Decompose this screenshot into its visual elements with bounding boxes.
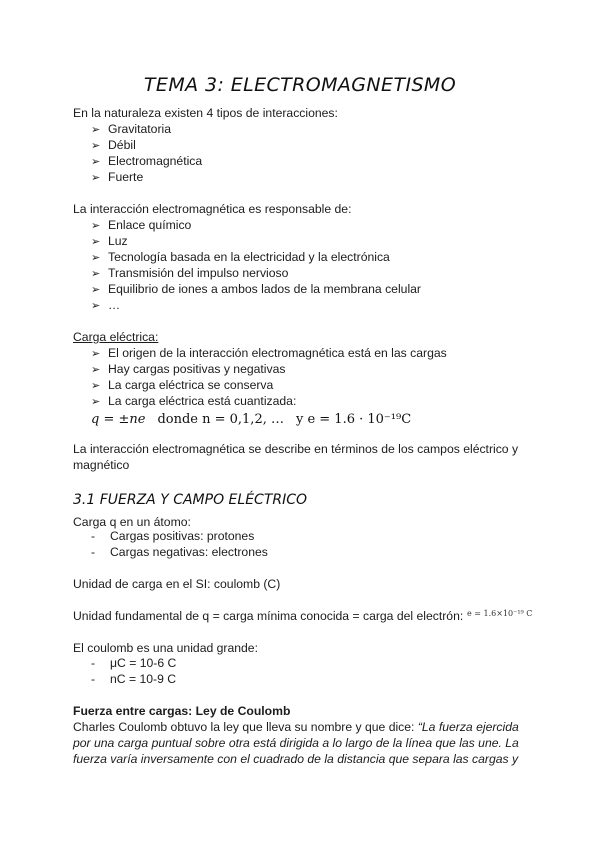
atom-intro: Carga q en un átomo: [73, 515, 191, 529]
arrow-bullet-icon: ➢ [91, 395, 101, 408]
coulomb-big-text: El coulomb es una unidad grande: [73, 641, 258, 655]
list-item: - nC = 10-9 C [91, 672, 177, 686]
coulomb-text: Charles Coulomb obtuvo la ley que lleva su nombre y que dice: “La fuerza ejercida [73, 720, 519, 734]
coulomb-text: por una carga puntual sobre otra está dirigida a lo largo de la línea que las une. La [73, 736, 519, 750]
arrow-bullet-icon: ➢ [91, 363, 101, 376]
dash-bullet-icon: - [91, 656, 96, 670]
si-unit-text: Unidad de carga en el SI: coulomb (C) [73, 577, 281, 591]
list-item: ➢ Fuerte [91, 170, 144, 184]
charge-quantization-formula [91, 412, 411, 427]
section-title: 3.1 FUERZA Y CAMPO ELÉCTRICO [73, 492, 308, 508]
arrow-bullet-icon: ➢ [91, 267, 101, 280]
arrow-bullet-icon: ➢ [91, 299, 101, 312]
description-text: La interacción electromagnética se describe en términos de los campos eléctrico y [73, 442, 519, 456]
arrow-bullet-icon: ➢ [91, 171, 101, 184]
list-item: ➢ Tecnología basada en la electricidad y la electrónica [91, 250, 390, 264]
formula-part: y e = 1.6 · 10⁻¹⁹C [295, 412, 412, 427]
list-item: ➢ Transmisión del impulso nervioso [91, 266, 289, 280]
list-item: - Cargas negativas: electrones [91, 545, 268, 559]
list-item: - Cargas positivas: protones [91, 529, 255, 543]
arrow-bullet-icon: ➢ [91, 251, 101, 264]
dash-bullet-icon: - [91, 545, 96, 559]
arrow-bullet-icon: ➢ [91, 139, 101, 152]
list-item: ➢ Electromagnética [91, 154, 203, 168]
arrow-bullet-icon: ➢ [91, 283, 101, 296]
list-item: ➢ Gravitatoria [91, 122, 171, 136]
arrow-bullet-icon: ➢ [91, 235, 101, 248]
list-item: ➢ Hay cargas positivas y negativas [91, 362, 286, 376]
list-item: ➢ Débil [91, 138, 136, 152]
list-item: ➢ Enlace químico [91, 218, 192, 232]
arrow-bullet-icon: ➢ [91, 219, 101, 232]
charge-heading: Carga eléctrica: [73, 330, 159, 344]
list-item: ➢ La carga eléctrica está cuantizada: [91, 394, 297, 408]
list-item: ➢ … [91, 298, 121, 312]
dash-bullet-icon: - [91, 529, 96, 543]
formula-part: donde n = 0,1,2, … [157, 412, 284, 427]
coulomb-text: fuerza varía inversamente con el cuadrado de la distancia que separa las cargas y [73, 752, 519, 766]
arrow-bullet-icon: ➢ [91, 379, 101, 392]
arrow-bullet-icon: ➢ [91, 155, 101, 168]
list-item: ➢ Luz [91, 234, 128, 248]
responsible-intro: La interacción electromagnética es responsable de: [73, 202, 352, 216]
intro-text: En la naturaleza existen 4 tipos de interacciones: [73, 106, 338, 120]
fundamental-unit-text: Unidad fundamental de q = carga mínima conocida = carga del electrón: [73, 609, 464, 623]
dash-bullet-icon: - [91, 672, 96, 686]
list-item: ➢ Equilibrio de iones a ambos lados de la membrana celular [91, 282, 421, 296]
list-item: ➢ La carga eléctrica se conserva [91, 378, 274, 392]
list-item: ➢ El origen de la interacción electromagnética está en las cargas [91, 346, 447, 360]
page-title: TEMA 3: ELECTROMAGNETISMO [143, 74, 457, 96]
formula-part: q = ±ne [91, 412, 146, 427]
list-item: - μC = 10-6 C [91, 656, 177, 670]
force-heading: Fuerza entre cargas: Ley de Coulomb [73, 704, 291, 718]
description-text: magnético [73, 458, 130, 472]
arrow-bullet-icon: ➢ [91, 123, 101, 136]
electron-charge-formula: e = 1.6×10⁻¹⁹ C [467, 609, 533, 618]
arrow-bullet-icon: ➢ [91, 347, 101, 360]
